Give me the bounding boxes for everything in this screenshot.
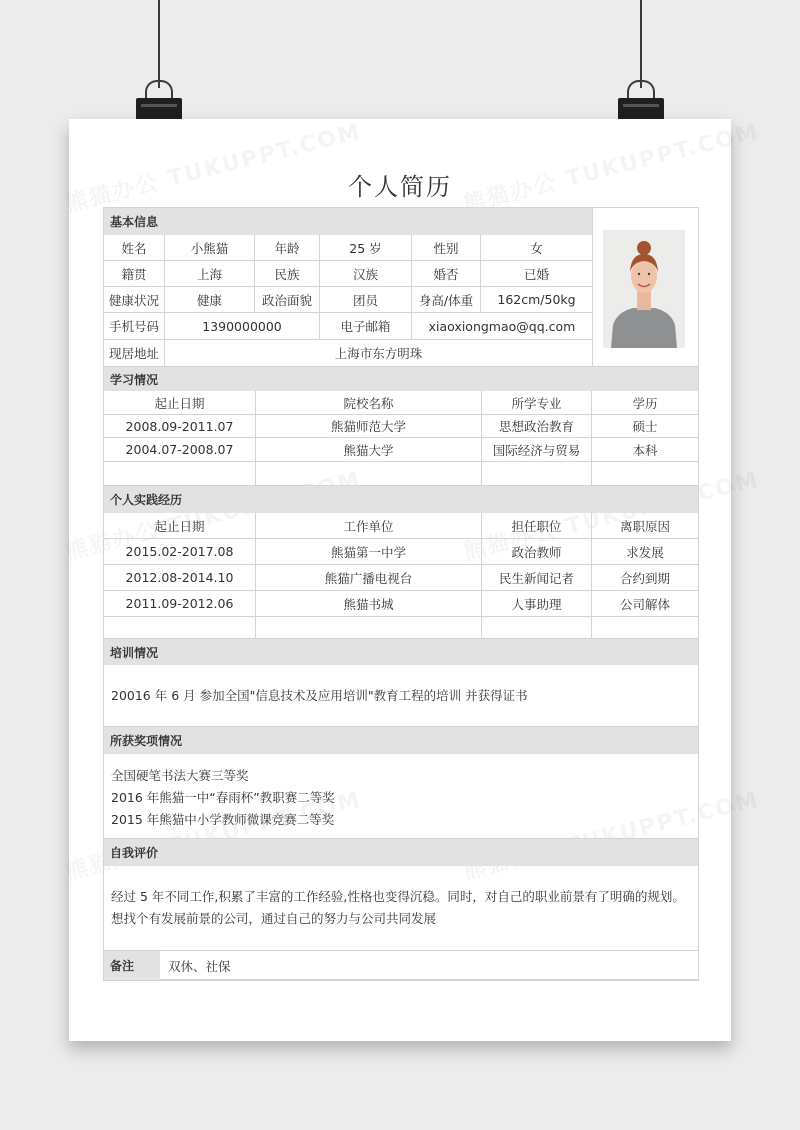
- hanging-wire-right: [640, 0, 642, 88]
- basic-row: [104, 287, 592, 313]
- email-value: xiaoxiongmao@qq.com: [412, 313, 592, 340]
- value-cell: 已婚: [481, 261, 592, 287]
- section-header-practice: 个人实践经历: [104, 486, 698, 513]
- award-item: 全国硬笔书法大赛三等奖: [111, 768, 249, 783]
- value-cell: 25 岁: [320, 235, 412, 261]
- self-evaluation-line: 经过 5 年不同工作,积累了丰富的工作经验,性格也变得沉稳。同时，对自己的职业前景有了明确的规划。: [111, 889, 685, 904]
- value-cell: 小熊猫: [165, 235, 255, 261]
- table-cell: 合约到期: [592, 565, 698, 591]
- table-row: [104, 565, 698, 591]
- table-cell: 2011.09-2012.06: [104, 591, 256, 617]
- table-cell: 人事助理: [482, 591, 592, 617]
- label-cell: 民族: [255, 261, 320, 287]
- table-cell: 国际经济与贸易: [482, 438, 592, 462]
- table-row: [104, 617, 698, 639]
- table-cell: 熊猫师范大学: [256, 415, 482, 438]
- basic-row: [104, 261, 592, 287]
- resume-paper: [69, 119, 731, 1041]
- table-cell: [104, 617, 256, 639]
- table-cell: [592, 617, 698, 639]
- table-row: [104, 591, 698, 617]
- column-header: 学历: [592, 391, 698, 415]
- table-cell: 2015.02-2017.08: [104, 539, 256, 565]
- award-item: 2016 年熊猫一中“春雨杯”教职赛二等奖: [111, 790, 335, 805]
- section-header-basic: 基本信息: [104, 208, 592, 235]
- table-cell: [256, 462, 482, 486]
- column-header: 起止日期: [104, 513, 256, 539]
- profile-photo: [603, 230, 685, 348]
- column-header: 担任职位: [482, 513, 592, 539]
- notes-row: [103, 950, 699, 981]
- table-cell: [104, 462, 256, 486]
- award-item: 2015 年熊猫中小学教师微课竞赛二等奖: [111, 812, 335, 827]
- phone-label: 手机号码: [104, 313, 165, 340]
- table-cell: 民生新闻记者: [482, 565, 592, 591]
- education-header-row: [104, 391, 698, 415]
- hanging-wire-left: [158, 0, 160, 88]
- column-header: 工作单位: [256, 513, 482, 539]
- training-text: 20016 年 6 月 参加全国"信息技术及应用培训"教育工程的培训 并获得证书: [111, 688, 528, 703]
- basic-row-address: [104, 340, 592, 367]
- table-cell: 本科: [592, 438, 698, 462]
- label-cell: 身高/体重: [412, 287, 481, 313]
- table-cell: 硕士: [592, 415, 698, 438]
- table-cell: 思想政治教育: [482, 415, 592, 438]
- section-header-awards: 所获奖项情况: [104, 727, 698, 754]
- address-value: 上海市东方明珠: [165, 340, 592, 367]
- table-cell: 2008.09-2011.07: [104, 415, 256, 438]
- table-cell: 求发展: [592, 539, 698, 565]
- table-row: [104, 539, 698, 565]
- section-header-self-evaluation: 自我评价: [104, 839, 698, 866]
- value-cell: 汉族: [320, 261, 412, 287]
- label-cell: 姓名: [104, 235, 165, 261]
- column-header: 离职原因: [592, 513, 698, 539]
- table-row: [104, 438, 698, 462]
- page-title: 个人简历: [348, 173, 452, 201]
- column-header: 院校名称: [256, 391, 482, 415]
- value-cell: 162cm/50kg: [481, 287, 592, 313]
- section-header-education: 学习情况: [104, 367, 698, 391]
- table-cell: 熊猫书城: [256, 591, 482, 617]
- table-row: [104, 462, 698, 486]
- photo-cell: [592, 208, 698, 367]
- column-header: 起止日期: [104, 391, 256, 415]
- label-cell: 政治面貌: [255, 287, 320, 313]
- table-cell: [256, 617, 482, 639]
- column-header: 所学专业: [482, 391, 592, 415]
- table-cell: 2004.07-2008.07: [104, 438, 256, 462]
- resume-table: [103, 207, 699, 980]
- table-cell: [482, 462, 592, 486]
- basic-row-contact: [104, 313, 592, 340]
- table-cell: 熊猫大学: [256, 438, 482, 462]
- table-cell: 熊猫第一中学: [256, 539, 482, 565]
- notes-label: 备注: [104, 951, 160, 980]
- section-header-training: 培训情况: [104, 639, 698, 665]
- value-cell: 团员: [320, 287, 412, 313]
- self-evaluation-line: 想找个有发展前景的公司，通过自己的努力与公司共同发展: [111, 911, 437, 926]
- table-cell: 政治教师: [482, 539, 592, 565]
- value-cell: 健康: [165, 287, 255, 313]
- email-label: 电子邮箱: [320, 313, 412, 340]
- label-cell: 籍贯: [104, 261, 165, 287]
- address-label: 现居地址: [104, 340, 165, 367]
- label-cell: 健康状况: [104, 287, 165, 313]
- basic-row: [104, 235, 592, 261]
- table-cell: 公司解体: [592, 591, 698, 617]
- table-cell: [592, 462, 698, 486]
- table-row: [104, 415, 698, 438]
- phone-value: 1390000000: [165, 313, 320, 340]
- practice-header-row: [104, 513, 698, 539]
- value-cell: 上海: [165, 261, 255, 287]
- value-cell: 女: [481, 235, 592, 261]
- label-cell: 婚否: [412, 261, 481, 287]
- label-cell: 性别: [412, 235, 481, 261]
- table-cell: 2012.08-2014.10: [104, 565, 256, 591]
- notes-value: 双休、社保: [168, 958, 231, 974]
- table-cell: [482, 617, 592, 639]
- table-cell: 熊猫广播电视台: [256, 565, 482, 591]
- label-cell: 年龄: [255, 235, 320, 261]
